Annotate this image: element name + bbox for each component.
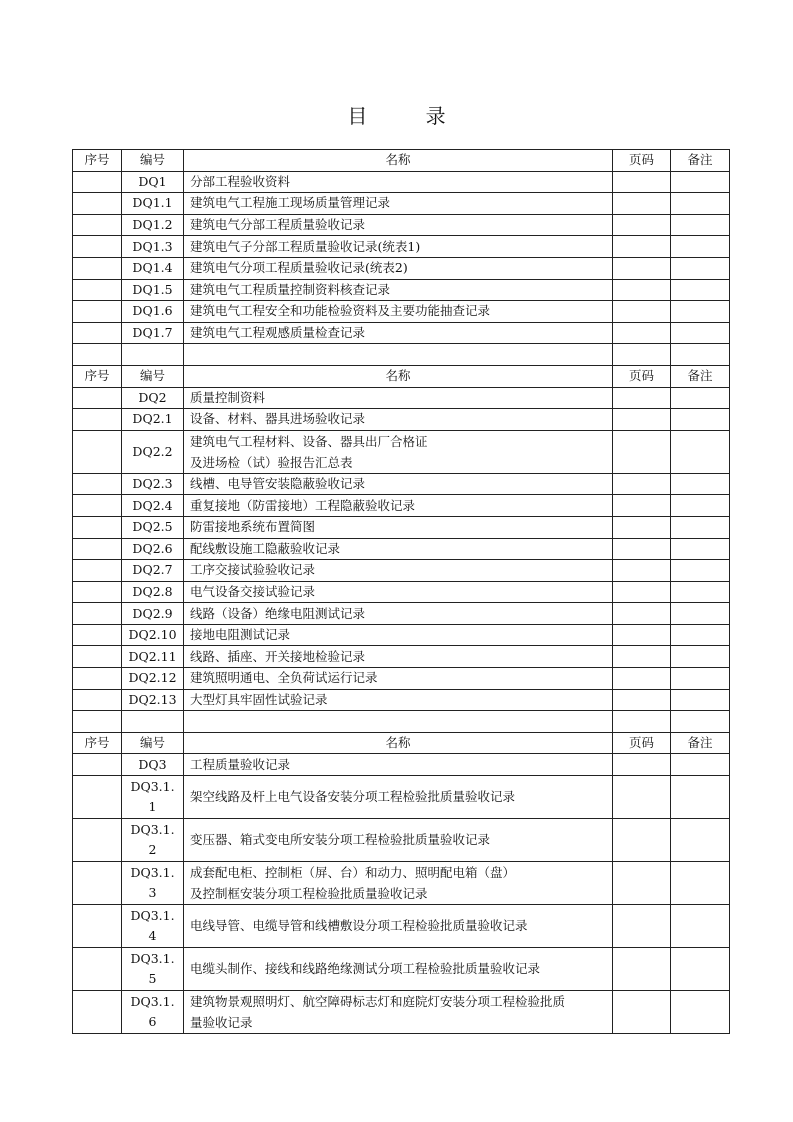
name-cell: 接地电阻测试记录 [184, 624, 613, 646]
table-row [73, 322, 730, 344]
code-cell: DQ2.11 [122, 646, 184, 668]
remark-cell [671, 516, 730, 538]
name-line-2: 及进场检（试）验报告汇总表 [190, 454, 353, 470]
seq-cell [73, 236, 122, 258]
empty-cell [671, 711, 730, 733]
page-cell [613, 171, 671, 193]
page-cell [613, 538, 671, 560]
name-cell: 线槽、电导管安装隐蔽验收记录 [184, 473, 613, 495]
remark-cell [671, 279, 730, 301]
table-row [73, 603, 730, 625]
header-name: 名称 [184, 150, 613, 172]
remark-cell [671, 819, 730, 862]
seq-cell [73, 171, 122, 193]
table-row [73, 495, 730, 517]
page-cell [613, 689, 671, 711]
page-cell [613, 387, 671, 409]
empty-cell [73, 344, 122, 366]
remark-cell [671, 905, 730, 948]
name-cell: 工序交接试验验收记录 [184, 560, 613, 582]
remark-cell [671, 538, 730, 560]
name-cell: 建筑电气工程观感质量检查记录 [184, 322, 613, 344]
spacer-row [73, 711, 730, 733]
empty-cell [122, 711, 184, 733]
header-code: 编号 [122, 150, 184, 172]
code-cell: DQ1 [122, 171, 184, 193]
code-cell: DQ3.1. 5 [122, 948, 184, 991]
remark-cell [671, 646, 730, 668]
remark-cell [671, 668, 730, 690]
code-cell: DQ1.6 [122, 301, 184, 323]
header-row [73, 732, 730, 754]
table-row [73, 754, 730, 776]
name-cell [184, 862, 613, 905]
seq-cell [73, 991, 122, 1034]
code-cell: DQ2.10 [122, 624, 184, 646]
name-line-2: 量验收记录 [190, 1015, 253, 1031]
seq-cell [73, 301, 122, 323]
header-seq: 序号 [73, 365, 122, 387]
table-row [73, 387, 730, 409]
page-cell [613, 516, 671, 538]
name-cell: 质量控制资料 [184, 387, 613, 409]
name-line-1: 建筑物景观照明灯、航空障碍标志灯和庭院灯安装分项工程检验批质 [190, 994, 566, 1010]
name-cell [184, 430, 613, 473]
name-cell: 配线敷设施工隐蔽验收记录 [184, 538, 613, 560]
remark-cell [671, 322, 730, 344]
name-cell: 建筑电气分部工程质量验收记录 [184, 214, 613, 236]
remark-cell [671, 624, 730, 646]
page-cell [613, 257, 671, 279]
remark-cell [671, 214, 730, 236]
page-cell [613, 819, 671, 862]
table-row [73, 193, 730, 215]
empty-cell [613, 344, 671, 366]
page-cell [613, 603, 671, 625]
table-row [73, 236, 730, 258]
page-cell [613, 322, 671, 344]
page-cell [613, 495, 671, 517]
name-cell: 建筑电气子分部工程质量验收记录(统表1) [184, 236, 613, 258]
seq-cell [73, 668, 122, 690]
remark-cell [671, 776, 730, 819]
table-row [73, 624, 730, 646]
page-cell [613, 624, 671, 646]
empty-cell [613, 711, 671, 733]
seq-cell [73, 776, 122, 819]
seq-cell [73, 948, 122, 991]
name-cell: 电线导管、电缆导管和线槽敷设分项工程检验批质量验收记录 [184, 905, 613, 948]
seq-cell [73, 689, 122, 711]
empty-cell [671, 344, 730, 366]
code-cell: DQ2.1 [122, 409, 184, 431]
seq-cell [73, 862, 122, 905]
name-cell: 建筑电气工程质量控制资料核查记录 [184, 279, 613, 301]
table-row [73, 279, 730, 301]
remark-cell [671, 301, 730, 323]
table-row [73, 905, 730, 948]
seq-cell [73, 538, 122, 560]
header-name: 名称 [184, 365, 613, 387]
page-cell [613, 560, 671, 582]
code-cell: DQ2.3 [122, 473, 184, 495]
header-code: 编号 [122, 365, 184, 387]
header-remark: 备注 [671, 150, 730, 172]
code-cell: DQ3.1. 1 [122, 776, 184, 819]
seq-cell [73, 603, 122, 625]
table-row [73, 214, 730, 236]
table-row [73, 538, 730, 560]
header-code: 编号 [122, 732, 184, 754]
code-cell: DQ2.12 [122, 668, 184, 690]
name-cell: 大型灯具牢固性试验记录 [184, 689, 613, 711]
name-cell: 线路（设备）绝缘电阻测试记录 [184, 603, 613, 625]
remark-cell [671, 603, 730, 625]
page-cell [613, 991, 671, 1034]
code-cell: DQ2.2 [122, 430, 184, 473]
remark-cell [671, 862, 730, 905]
name-cell: 电缆头制作、接线和线路绝缘测试分项工程检验批质量验收记录 [184, 948, 613, 991]
name-cell: 电气设备交接试验记录 [184, 581, 613, 603]
table-row [73, 991, 730, 1034]
seq-cell [73, 214, 122, 236]
table-row [73, 430, 730, 473]
name-cell: 建筑电气工程安全和功能检验资料及主要功能抽查记录 [184, 301, 613, 323]
code-cell: DQ1.3 [122, 236, 184, 258]
remark-cell [671, 991, 730, 1034]
table-row [73, 689, 730, 711]
table-row [73, 646, 730, 668]
code-cell: DQ1.5 [122, 279, 184, 301]
remark-cell [671, 387, 730, 409]
header-row [73, 150, 730, 172]
seq-cell [73, 495, 122, 517]
remark-cell [671, 236, 730, 258]
seq-cell [73, 624, 122, 646]
code-cell: DQ3.1. 2 [122, 819, 184, 862]
seq-cell [73, 387, 122, 409]
code-cell: DQ1.4 [122, 257, 184, 279]
code-cell: DQ3 [122, 754, 184, 776]
table-row [73, 862, 730, 905]
name-line-2: 及控制框安装分项工程检验批质量验收记录 [190, 886, 428, 902]
page-cell [613, 473, 671, 495]
remark-cell [671, 495, 730, 517]
name-cell: 重复接地（防雷接地）工程隐蔽验收记录 [184, 495, 613, 517]
name-cell: 线路、插座、开关接地检验记录 [184, 646, 613, 668]
page-title: 目 录 [347, 104, 472, 128]
code-cell: DQ2.5 [122, 516, 184, 538]
name-cell: 建筑照明通电、全负荷试运行记录 [184, 668, 613, 690]
header-name: 名称 [184, 732, 613, 754]
header-page: 页码 [613, 732, 671, 754]
page-cell [613, 776, 671, 819]
name-cell [184, 991, 613, 1034]
code-cell: DQ1.1 [122, 193, 184, 215]
page-cell [613, 279, 671, 301]
page-cell [613, 214, 671, 236]
page-cell [613, 646, 671, 668]
remark-cell [671, 430, 730, 473]
code-cell: DQ3.1. 3 [122, 862, 184, 905]
seq-cell [73, 193, 122, 215]
name-line-1: 成套配电柜、控制柜（屏、台）和动力、照明配电箱（盘） [190, 865, 516, 881]
name-cell: 防雷接地系统布置简图 [184, 516, 613, 538]
code-cell: DQ3.1. 4 [122, 905, 184, 948]
remark-cell [671, 409, 730, 431]
seq-cell [73, 322, 122, 344]
code-cell: DQ2.9 [122, 603, 184, 625]
page-cell [613, 905, 671, 948]
seq-cell [73, 560, 122, 582]
table-row [73, 668, 730, 690]
remark-cell [671, 171, 730, 193]
toc-table [72, 149, 730, 1034]
table-row [73, 301, 730, 323]
remark-cell [671, 560, 730, 582]
header-row [73, 365, 730, 387]
seq-cell [73, 819, 122, 862]
remark-cell [671, 193, 730, 215]
name-cell: 工程质量验收记录 [184, 754, 613, 776]
empty-cell [184, 711, 613, 733]
name-cell: 设备、材料、器具进场验收记录 [184, 409, 613, 431]
table-row [73, 948, 730, 991]
header-page: 页码 [613, 365, 671, 387]
remark-cell [671, 581, 730, 603]
code-cell: DQ1.7 [122, 322, 184, 344]
code-cell: DQ1.2 [122, 214, 184, 236]
page-cell [613, 236, 671, 258]
page-cell [613, 193, 671, 215]
seq-cell [73, 257, 122, 279]
table-row [73, 581, 730, 603]
code-cell: DQ2.7 [122, 560, 184, 582]
page-cell [613, 581, 671, 603]
seq-cell [73, 279, 122, 301]
table-row [73, 560, 730, 582]
remark-cell [671, 948, 730, 991]
name-cell: 分部工程验收资料 [184, 171, 613, 193]
page-cell [613, 430, 671, 473]
seq-cell [73, 430, 122, 473]
page-cell [613, 301, 671, 323]
seq-cell [73, 516, 122, 538]
table-row [73, 516, 730, 538]
code-cell: DQ2.4 [122, 495, 184, 517]
remark-cell [671, 473, 730, 495]
name-cell: 架空线路及杆上电气设备安装分项工程检验批质量验收记录 [184, 776, 613, 819]
code-cell: DQ2.13 [122, 689, 184, 711]
remark-cell [671, 689, 730, 711]
header-seq: 序号 [73, 732, 122, 754]
page-cell [613, 862, 671, 905]
empty-cell [122, 344, 184, 366]
code-cell: DQ2.8 [122, 581, 184, 603]
seq-cell [73, 473, 122, 495]
code-cell: DQ2.6 [122, 538, 184, 560]
seq-cell [73, 409, 122, 431]
name-line-1: 建筑电气工程材料、设备、器具出厂合格证 [190, 433, 428, 449]
name-cell: 建筑电气分项工程质量验收记录(统表2) [184, 257, 613, 279]
seq-cell [73, 646, 122, 668]
page-cell [613, 948, 671, 991]
table-row [73, 257, 730, 279]
empty-cell [73, 711, 122, 733]
name-cell: 建筑电气工程施工现场质量管理记录 [184, 193, 613, 215]
seq-cell [73, 754, 122, 776]
empty-cell [184, 344, 613, 366]
table-row [73, 171, 730, 193]
seq-cell [73, 581, 122, 603]
spacer-row [73, 344, 730, 366]
table-row [73, 409, 730, 431]
remark-cell [671, 754, 730, 776]
page-cell [613, 668, 671, 690]
code-cell: DQ2 [122, 387, 184, 409]
remark-cell [671, 257, 730, 279]
table-row [73, 776, 730, 819]
header-remark: 备注 [671, 365, 730, 387]
name-cell: 变压器、箱式变电所安装分项工程检验批质量验收记录 [184, 819, 613, 862]
page-cell [613, 754, 671, 776]
code-cell: DQ3.1. 6 [122, 991, 184, 1034]
table-row [73, 819, 730, 862]
header-seq: 序号 [73, 150, 122, 172]
table-row [73, 473, 730, 495]
header-remark: 备注 [671, 732, 730, 754]
header-page: 页码 [613, 150, 671, 172]
seq-cell [73, 905, 122, 948]
page-cell [613, 409, 671, 431]
